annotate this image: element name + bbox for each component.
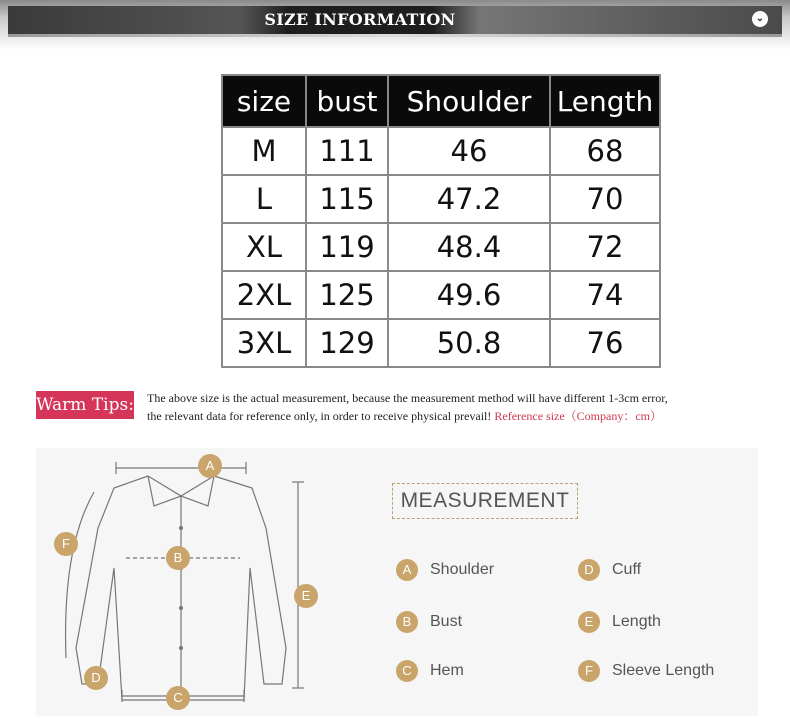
table-header-row xyxy=(222,75,660,127)
cell-shoulder: 48.4 xyxy=(388,223,550,271)
legend-marker-e: E xyxy=(578,611,600,633)
section-title xyxy=(240,6,480,34)
table-row xyxy=(222,319,660,367)
reference-size-note: Reference size（Company：cm） xyxy=(494,409,662,423)
header-underline xyxy=(8,34,782,37)
chevron-down-icon[interactable]: ⌄ xyxy=(752,11,768,27)
cell-shoulder: 50.8 xyxy=(388,319,550,367)
cell-bust: 111 xyxy=(306,127,388,175)
legend-marker-c: C xyxy=(396,660,418,682)
table-row xyxy=(222,271,660,319)
cell-size: M xyxy=(222,127,306,175)
marker-e: E xyxy=(294,584,318,608)
legend-label: Cuff xyxy=(612,561,642,578)
warm-tips-text xyxy=(147,389,787,425)
tips-line-1: The above size is the actual measurement, because the measurement method will have different 1-3cm error, xyxy=(147,391,668,405)
legend-label: Bust xyxy=(430,613,463,630)
legend-item-hem xyxy=(396,660,464,682)
marker-c: C xyxy=(166,686,190,710)
column-header-shoulder: Shoulder xyxy=(388,75,550,127)
legend-label: Shoulder xyxy=(430,561,495,578)
cell-shoulder: 49.6 xyxy=(388,271,550,319)
cell-bust: 119 xyxy=(306,223,388,271)
cell-length: 68 xyxy=(550,127,660,175)
cell-size: 2XL xyxy=(222,271,306,319)
legend-label: Sleeve Length xyxy=(612,662,715,679)
marker-d: D xyxy=(84,666,108,690)
warm-tips-badge: Warm Tips: xyxy=(36,391,134,419)
legend-label: Hem xyxy=(430,662,464,679)
cell-shoulder: 46 xyxy=(388,127,550,175)
legend-item-shoulder xyxy=(396,559,494,581)
column-header-bust: bust xyxy=(306,75,388,127)
cell-bust: 125 xyxy=(306,271,388,319)
cell-bust: 115 xyxy=(306,175,388,223)
marker-a: A xyxy=(198,454,222,478)
legend-marker-b: B xyxy=(396,611,418,633)
section-title-text: SIZE INFORMATION xyxy=(264,10,456,29)
cell-length: 76 xyxy=(550,319,660,367)
legend-item-sleeve-length xyxy=(578,660,714,682)
cell-length: 72 xyxy=(550,223,660,271)
legend-item-bust xyxy=(396,611,462,633)
size-table xyxy=(221,74,661,368)
legend-marker-a: A xyxy=(396,559,418,581)
legend-label: Length xyxy=(612,613,661,630)
table-row xyxy=(222,127,660,175)
column-header-size: size xyxy=(222,75,306,127)
legend-marker-f: F xyxy=(578,660,600,682)
marker-f: F xyxy=(54,532,78,556)
cell-bust: 129 xyxy=(306,319,388,367)
cell-length: 70 xyxy=(550,175,660,223)
cell-shoulder: 47.2 xyxy=(388,175,550,223)
marker-b: B xyxy=(166,546,190,570)
legend-item-length xyxy=(578,611,661,633)
table-row xyxy=(222,223,660,271)
column-header-length: Length xyxy=(550,75,660,127)
legend-item-cuff xyxy=(578,559,641,581)
cell-length: 74 xyxy=(550,271,660,319)
legend-marker-d: D xyxy=(578,559,600,581)
cell-size: L xyxy=(222,175,306,223)
measurement-title: MEASUREMENT xyxy=(392,483,578,519)
cell-size: XL xyxy=(222,223,306,271)
header-bar xyxy=(0,0,790,50)
tips-line-2-text: the relevant data for reference only, in order to receive physical prevail! xyxy=(147,409,492,423)
table-row xyxy=(222,175,660,223)
tips-line-2 xyxy=(147,407,787,425)
cell-size: 3XL xyxy=(222,319,306,367)
